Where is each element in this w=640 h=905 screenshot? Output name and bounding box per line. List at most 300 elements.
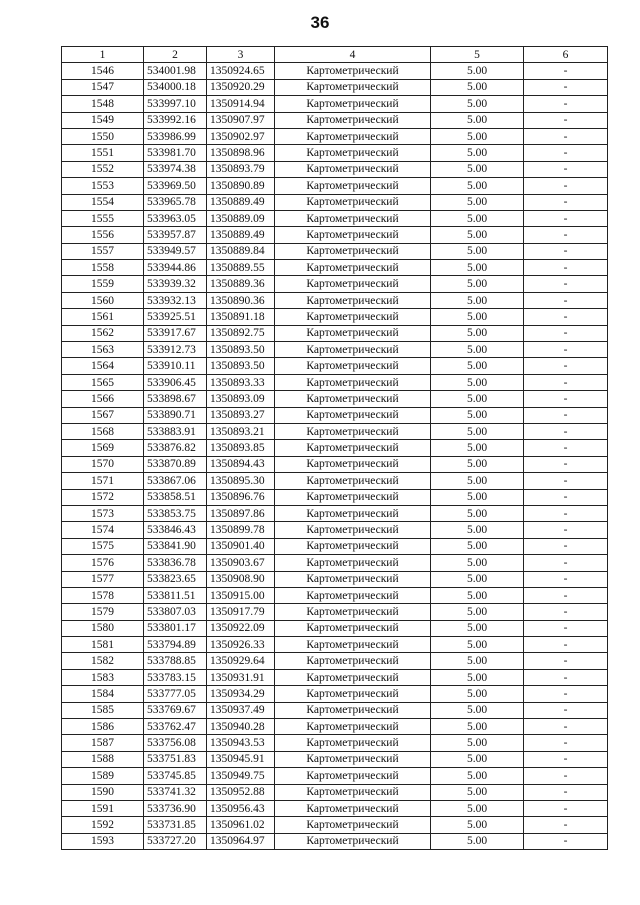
- point-number-cell: 1572: [62, 489, 144, 505]
- table-row: [62, 407, 608, 423]
- method-cell: Картометрический: [275, 751, 431, 767]
- note-cell: -: [524, 243, 608, 259]
- y-coordinate-cell: 1350898.96: [207, 145, 275, 161]
- method-cell: Картометрический: [275, 358, 431, 374]
- x-coordinate-cell: 533801.17: [144, 620, 207, 636]
- method-cell: Картометрический: [275, 653, 431, 669]
- x-coordinate-cell: 533925.51: [144, 309, 207, 325]
- accuracy-cell: 5.00: [431, 800, 524, 816]
- accuracy-cell: 5.00: [431, 243, 524, 259]
- x-coordinate-cell: 533898.67: [144, 391, 207, 407]
- accuracy-cell: 5.00: [431, 522, 524, 538]
- point-number-cell: 1571: [62, 473, 144, 489]
- method-cell: Картометрический: [275, 522, 431, 538]
- accuracy-cell: 5.00: [431, 489, 524, 505]
- y-coordinate-cell: 1350889.36: [207, 276, 275, 292]
- y-coordinate-cell: 1350907.97: [207, 112, 275, 128]
- table-row: [62, 243, 608, 259]
- table-row: [62, 440, 608, 456]
- accuracy-cell: 5.00: [431, 178, 524, 194]
- accuracy-cell: 5.00: [431, 260, 524, 276]
- point-number-cell: 1570: [62, 456, 144, 472]
- method-cell: Картометрический: [275, 145, 431, 161]
- method-cell: Картометрический: [275, 555, 431, 571]
- page-number: 36: [310, 13, 330, 32]
- table-row: [62, 702, 608, 718]
- method-cell: Картометрический: [275, 538, 431, 554]
- accuracy-cell: 5.00: [431, 63, 524, 79]
- y-coordinate-cell: 1350897.86: [207, 505, 275, 521]
- method-cell: Картометрический: [275, 63, 431, 79]
- point-number-cell: 1561: [62, 309, 144, 325]
- note-cell: -: [524, 833, 608, 849]
- x-coordinate-cell: 533807.03: [144, 604, 207, 620]
- point-number-cell: 1591: [62, 800, 144, 816]
- accuracy-cell: 5.00: [431, 161, 524, 177]
- x-coordinate-cell: 533751.83: [144, 751, 207, 767]
- method-cell: Картометрический: [275, 440, 431, 456]
- accuracy-cell: 5.00: [431, 817, 524, 833]
- accuracy-cell: 5.00: [431, 473, 524, 489]
- y-coordinate-cell: 1350890.89: [207, 178, 275, 194]
- accuracy-cell: 5.00: [431, 735, 524, 751]
- x-coordinate-cell: 533788.85: [144, 653, 207, 669]
- accuracy-cell: 5.00: [431, 686, 524, 702]
- y-coordinate-cell: 1350922.09: [207, 620, 275, 636]
- table-row: [62, 768, 608, 784]
- accuracy-cell: 5.00: [431, 637, 524, 653]
- note-cell: -: [524, 358, 608, 374]
- x-coordinate-cell: 533912.73: [144, 342, 207, 358]
- accuracy-cell: 5.00: [431, 669, 524, 685]
- accuracy-cell: 5.00: [431, 423, 524, 439]
- y-coordinate-cell: 1350937.49: [207, 702, 275, 718]
- x-coordinate-cell: 533769.67: [144, 702, 207, 718]
- point-number-cell: 1573: [62, 505, 144, 521]
- point-number-cell: 1584: [62, 686, 144, 702]
- table-row: [62, 325, 608, 341]
- accuracy-cell: 5.00: [431, 587, 524, 603]
- y-coordinate-cell: 1350929.64: [207, 653, 275, 669]
- accuracy-cell: 5.00: [431, 505, 524, 521]
- y-coordinate-cell: 1350893.21: [207, 423, 275, 439]
- accuracy-cell: 5.00: [431, 702, 524, 718]
- table-row: [62, 96, 608, 112]
- accuracy-cell: 5.00: [431, 719, 524, 735]
- accuracy-cell: 5.00: [431, 391, 524, 407]
- point-number-cell: 1574: [62, 522, 144, 538]
- point-number-cell: 1564: [62, 358, 144, 374]
- y-coordinate-cell: 1350915.00: [207, 587, 275, 603]
- accuracy-cell: 5.00: [431, 79, 524, 95]
- point-number-cell: 1563: [62, 342, 144, 358]
- note-cell: -: [524, 292, 608, 308]
- method-cell: Картометрический: [275, 784, 431, 800]
- note-cell: -: [524, 555, 608, 571]
- y-coordinate-cell: 1350893.50: [207, 358, 275, 374]
- method-cell: Картометрический: [275, 391, 431, 407]
- point-number-cell: 1587: [62, 735, 144, 751]
- x-coordinate-cell: 533858.51: [144, 489, 207, 505]
- column-header: 2: [144, 47, 207, 63]
- point-number-cell: 1569: [62, 440, 144, 456]
- x-coordinate-cell: 533841.90: [144, 538, 207, 554]
- note-cell: -: [524, 587, 608, 603]
- table-row: [62, 505, 608, 521]
- accuracy-cell: 5.00: [431, 342, 524, 358]
- y-coordinate-cell: 1350889.84: [207, 243, 275, 259]
- method-cell: Картометрический: [275, 374, 431, 390]
- x-coordinate-cell: 533836.78: [144, 555, 207, 571]
- column-header: 3: [207, 47, 275, 63]
- note-cell: -: [524, 768, 608, 784]
- accuracy-cell: 5.00: [431, 571, 524, 587]
- y-coordinate-cell: 1350893.33: [207, 374, 275, 390]
- note-cell: -: [524, 571, 608, 587]
- table-row: [62, 587, 608, 603]
- note-cell: -: [524, 473, 608, 489]
- y-coordinate-cell: 1350901.40: [207, 538, 275, 554]
- method-cell: Картометрический: [275, 96, 431, 112]
- note-cell: -: [524, 686, 608, 702]
- y-coordinate-cell: 1350934.29: [207, 686, 275, 702]
- accuracy-cell: 5.00: [431, 784, 524, 800]
- point-number-cell: 1575: [62, 538, 144, 554]
- y-coordinate-cell: 1350889.49: [207, 194, 275, 210]
- table-row: [62, 112, 608, 128]
- x-coordinate-cell: 533853.75: [144, 505, 207, 521]
- point-number-cell: 1582: [62, 653, 144, 669]
- point-number-cell: 1549: [62, 112, 144, 128]
- y-coordinate-cell: 1350952.88: [207, 784, 275, 800]
- point-number-cell: 1576: [62, 555, 144, 571]
- table-row: [62, 669, 608, 685]
- point-number-cell: 1551: [62, 145, 144, 161]
- accuracy-cell: 5.00: [431, 325, 524, 341]
- point-number-cell: 1566: [62, 391, 144, 407]
- accuracy-cell: 5.00: [431, 145, 524, 161]
- table-row: [62, 735, 608, 751]
- y-coordinate-cell: 1350896.76: [207, 489, 275, 505]
- accuracy-cell: 5.00: [431, 833, 524, 849]
- table-row: [62, 260, 608, 276]
- x-coordinate-cell: 533811.51: [144, 587, 207, 603]
- x-coordinate-cell: 533890.71: [144, 407, 207, 423]
- note-cell: -: [524, 260, 608, 276]
- y-coordinate-cell: 1350893.85: [207, 440, 275, 456]
- table-row: [62, 358, 608, 374]
- method-cell: Картометрический: [275, 719, 431, 735]
- x-coordinate-cell: 533949.57: [144, 243, 207, 259]
- method-cell: Картометрический: [275, 833, 431, 849]
- x-coordinate-cell: 533944.86: [144, 260, 207, 276]
- method-cell: Картометрический: [275, 112, 431, 128]
- accuracy-cell: 5.00: [431, 751, 524, 767]
- table-header-row: [62, 47, 608, 63]
- x-coordinate-cell: 533974.38: [144, 161, 207, 177]
- y-coordinate-cell: 1350917.79: [207, 604, 275, 620]
- method-cell: Картометрический: [275, 79, 431, 95]
- y-coordinate-cell: 1350914.94: [207, 96, 275, 112]
- table-row: [62, 292, 608, 308]
- x-coordinate-cell: 533963.05: [144, 210, 207, 226]
- x-coordinate-cell: 533794.89: [144, 637, 207, 653]
- method-cell: Картометрический: [275, 669, 431, 685]
- x-coordinate-cell: 533932.13: [144, 292, 207, 308]
- note-cell: -: [524, 669, 608, 685]
- point-number-cell: 1579: [62, 604, 144, 620]
- x-coordinate-cell: 533883.91: [144, 423, 207, 439]
- method-cell: Картометрический: [275, 637, 431, 653]
- table-row: [62, 473, 608, 489]
- y-coordinate-cell: 1350903.67: [207, 555, 275, 571]
- note-cell: -: [524, 342, 608, 358]
- point-number-cell: 1578: [62, 587, 144, 603]
- y-coordinate-cell: 1350902.97: [207, 128, 275, 144]
- table-row: [62, 342, 608, 358]
- x-coordinate-cell: 533745.85: [144, 768, 207, 784]
- method-cell: Картометрический: [275, 325, 431, 341]
- column-header: 1: [62, 47, 144, 63]
- x-coordinate-cell: 533939.32: [144, 276, 207, 292]
- point-number-cell: 1589: [62, 768, 144, 784]
- note-cell: -: [524, 522, 608, 538]
- table-row: [62, 800, 608, 816]
- accuracy-cell: 5.00: [431, 276, 524, 292]
- method-cell: Картометрический: [275, 342, 431, 358]
- note-cell: -: [524, 309, 608, 325]
- column-header: 6: [524, 47, 608, 63]
- point-number-cell: 1558: [62, 260, 144, 276]
- point-number-cell: 1557: [62, 243, 144, 259]
- table-row: [62, 833, 608, 849]
- point-number-cell: 1546: [62, 63, 144, 79]
- y-coordinate-cell: 1350908.90: [207, 571, 275, 587]
- note-cell: -: [524, 391, 608, 407]
- y-coordinate-cell: 1350893.09: [207, 391, 275, 407]
- table-row: [62, 128, 608, 144]
- point-number-cell: 1556: [62, 227, 144, 243]
- accuracy-cell: 5.00: [431, 194, 524, 210]
- point-number-cell: 1552: [62, 161, 144, 177]
- x-coordinate-cell: 533783.15: [144, 669, 207, 685]
- method-cell: Картометрический: [275, 489, 431, 505]
- table-row: [62, 309, 608, 325]
- accuracy-cell: 5.00: [431, 555, 524, 571]
- point-number-cell: 1550: [62, 128, 144, 144]
- point-number-cell: 1554: [62, 194, 144, 210]
- note-cell: -: [524, 620, 608, 636]
- method-cell: Картометрический: [275, 260, 431, 276]
- x-coordinate-cell: 533910.11: [144, 358, 207, 374]
- method-cell: Картометрический: [275, 194, 431, 210]
- table-row: [62, 538, 608, 554]
- table-row: [62, 620, 608, 636]
- note-cell: -: [524, 538, 608, 554]
- y-coordinate-cell: 1350924.65: [207, 63, 275, 79]
- point-number-cell: 1588: [62, 751, 144, 767]
- method-cell: Картометрический: [275, 735, 431, 751]
- note-cell: -: [524, 227, 608, 243]
- x-coordinate-cell: 533992.16: [144, 112, 207, 128]
- table-row: [62, 784, 608, 800]
- y-coordinate-cell: 1350964.97: [207, 833, 275, 849]
- accuracy-cell: 5.00: [431, 292, 524, 308]
- y-coordinate-cell: 1350892.75: [207, 325, 275, 341]
- point-number-cell: 1547: [62, 79, 144, 95]
- table-row: [62, 210, 608, 226]
- method-cell: Картометрический: [275, 178, 431, 194]
- accuracy-cell: 5.00: [431, 374, 524, 390]
- accuracy-cell: 5.00: [431, 358, 524, 374]
- method-cell: Картометрический: [275, 161, 431, 177]
- method-cell: Картометрический: [275, 473, 431, 489]
- method-cell: Картометрический: [275, 423, 431, 439]
- y-coordinate-cell: 1350889.09: [207, 210, 275, 226]
- column-header: 5: [431, 47, 524, 63]
- note-cell: -: [524, 800, 608, 816]
- note-cell: -: [524, 178, 608, 194]
- accuracy-cell: 5.00: [431, 456, 524, 472]
- accuracy-cell: 5.00: [431, 538, 524, 554]
- x-coordinate-cell: 534001.98: [144, 63, 207, 79]
- table-row: [62, 637, 608, 653]
- point-number-cell: 1590: [62, 784, 144, 800]
- y-coordinate-cell: 1350956.43: [207, 800, 275, 816]
- point-number-cell: 1593: [62, 833, 144, 849]
- method-cell: Картометрический: [275, 309, 431, 325]
- table-row: [62, 456, 608, 472]
- x-coordinate-cell: 533736.90: [144, 800, 207, 816]
- table-row: [62, 817, 608, 833]
- y-coordinate-cell: 1350894.43: [207, 456, 275, 472]
- y-coordinate-cell: 1350889.55: [207, 260, 275, 276]
- note-cell: -: [524, 489, 608, 505]
- y-coordinate-cell: 1350931.91: [207, 669, 275, 685]
- note-cell: -: [524, 604, 608, 620]
- note-cell: -: [524, 63, 608, 79]
- method-cell: Картометрический: [275, 227, 431, 243]
- point-number-cell: 1555: [62, 210, 144, 226]
- accuracy-cell: 5.00: [431, 620, 524, 636]
- table-row: [62, 423, 608, 439]
- accuracy-cell: 5.00: [431, 440, 524, 456]
- y-coordinate-cell: 1350889.49: [207, 227, 275, 243]
- y-coordinate-cell: 1350893.27: [207, 407, 275, 423]
- coordinates-table: [61, 46, 608, 850]
- table-row: [62, 145, 608, 161]
- point-number-cell: 1592: [62, 817, 144, 833]
- method-cell: Картометрический: [275, 702, 431, 718]
- note-cell: -: [524, 505, 608, 521]
- method-cell: Картометрический: [275, 210, 431, 226]
- y-coordinate-cell: 1350899.78: [207, 522, 275, 538]
- table-row: [62, 489, 608, 505]
- x-coordinate-cell: 533870.89: [144, 456, 207, 472]
- accuracy-cell: 5.00: [431, 227, 524, 243]
- note-cell: -: [524, 440, 608, 456]
- method-cell: Картометрический: [275, 276, 431, 292]
- y-coordinate-cell: 1350891.18: [207, 309, 275, 325]
- method-cell: Картометрический: [275, 620, 431, 636]
- x-coordinate-cell: 533986.99: [144, 128, 207, 144]
- accuracy-cell: 5.00: [431, 96, 524, 112]
- x-coordinate-cell: 533965.78: [144, 194, 207, 210]
- note-cell: -: [524, 407, 608, 423]
- x-coordinate-cell: 533823.65: [144, 571, 207, 587]
- table-row: [62, 79, 608, 95]
- y-coordinate-cell: 1350920.29: [207, 79, 275, 95]
- method-cell: Картометрический: [275, 587, 431, 603]
- accuracy-cell: 5.00: [431, 210, 524, 226]
- method-cell: Картометрический: [275, 817, 431, 833]
- table-row: [62, 178, 608, 194]
- table-row: [62, 522, 608, 538]
- method-cell: Картометрический: [275, 456, 431, 472]
- note-cell: -: [524, 325, 608, 341]
- method-cell: Картометрический: [275, 505, 431, 521]
- accuracy-cell: 5.00: [431, 653, 524, 669]
- table-row: [62, 571, 608, 587]
- y-coordinate-cell: 1350895.30: [207, 473, 275, 489]
- method-cell: Картометрический: [275, 768, 431, 784]
- x-coordinate-cell: 533756.08: [144, 735, 207, 751]
- x-coordinate-cell: 533846.43: [144, 522, 207, 538]
- x-coordinate-cell: 533741.32: [144, 784, 207, 800]
- accuracy-cell: 5.00: [431, 604, 524, 620]
- table-row: [62, 653, 608, 669]
- note-cell: -: [524, 145, 608, 161]
- x-coordinate-cell: 533876.82: [144, 440, 207, 456]
- point-number-cell: 1559: [62, 276, 144, 292]
- column-header: 4: [275, 47, 431, 63]
- table-row: [62, 374, 608, 390]
- y-coordinate-cell: 1350893.50: [207, 342, 275, 358]
- point-number-cell: 1567: [62, 407, 144, 423]
- accuracy-cell: 5.00: [431, 407, 524, 423]
- point-number-cell: 1548: [62, 96, 144, 112]
- note-cell: -: [524, 210, 608, 226]
- y-coordinate-cell: 1350926.33: [207, 637, 275, 653]
- x-coordinate-cell: 533731.85: [144, 817, 207, 833]
- note-cell: -: [524, 423, 608, 439]
- x-coordinate-cell: 533981.70: [144, 145, 207, 161]
- note-cell: -: [524, 374, 608, 390]
- point-number-cell: 1577: [62, 571, 144, 587]
- point-number-cell: 1586: [62, 719, 144, 735]
- x-coordinate-cell: 533957.87: [144, 227, 207, 243]
- note-cell: -: [524, 719, 608, 735]
- note-cell: -: [524, 194, 608, 210]
- point-number-cell: 1560: [62, 292, 144, 308]
- point-number-cell: 1580: [62, 620, 144, 636]
- method-cell: Картометрический: [275, 243, 431, 259]
- y-coordinate-cell: 1350961.02: [207, 817, 275, 833]
- table-row: [62, 276, 608, 292]
- note-cell: -: [524, 817, 608, 833]
- point-number-cell: 1581: [62, 637, 144, 653]
- note-cell: -: [524, 112, 608, 128]
- method-cell: Картометрический: [275, 686, 431, 702]
- table-row: [62, 719, 608, 735]
- table-row: [62, 686, 608, 702]
- note-cell: -: [524, 653, 608, 669]
- table-row: [62, 391, 608, 407]
- table-row: [62, 227, 608, 243]
- x-coordinate-cell: 533867.06: [144, 473, 207, 489]
- accuracy-cell: 5.00: [431, 768, 524, 784]
- method-cell: Картометрический: [275, 128, 431, 144]
